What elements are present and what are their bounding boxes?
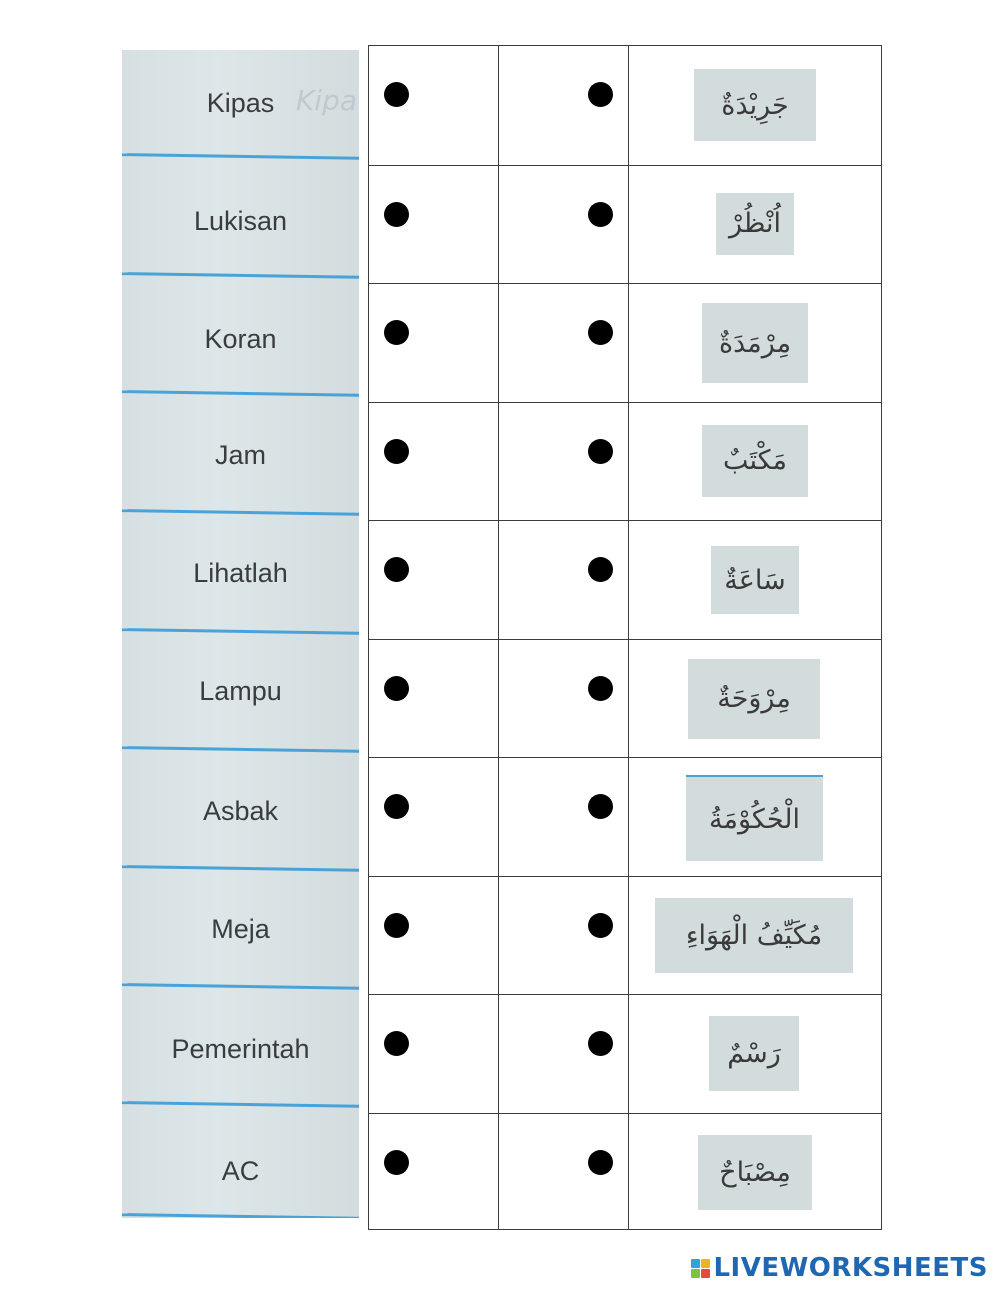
malay-word: Jam <box>214 439 266 470</box>
liveworksheets-logo <box>691 1253 988 1283</box>
word-row <box>122 996 359 1114</box>
table-row <box>369 994 881 1113</box>
table-row <box>369 46 881 165</box>
right-match-dot[interactable] <box>588 1031 613 1056</box>
notebook-strip <box>122 50 359 1218</box>
left-match-dot[interactable] <box>384 1150 409 1175</box>
right-match-dot[interactable] <box>588 794 613 819</box>
table-row <box>369 757 881 876</box>
word-row <box>122 876 359 994</box>
word-row <box>122 402 359 520</box>
left-match-dot[interactable] <box>384 1031 409 1056</box>
word-row <box>122 638 359 756</box>
malay-word: Lihatlah <box>193 557 288 588</box>
table-row <box>369 283 881 402</box>
arabic-word-card: جَرِيْدَةٌ <box>694 69 816 141</box>
word-row <box>122 50 359 168</box>
arabic-word-card: سَاعَةٌ <box>711 546 799 614</box>
left-match-dot[interactable] <box>384 320 409 345</box>
arabic-word-card: مُكَيِّفُ الْهَوَاءِ <box>655 898 853 973</box>
table-row <box>369 639 881 758</box>
logo-mark-icon <box>691 1259 710 1278</box>
left-match-dot[interactable] <box>384 676 409 701</box>
arabic-word-card: اُنْظُرْ <box>716 193 794 255</box>
arabic-word-card: رَسْمٌ <box>709 1016 799 1091</box>
table-row <box>369 876 881 995</box>
table-row <box>369 520 881 639</box>
malay-word: Pemerintah <box>171 1033 310 1064</box>
malay-word: AC <box>221 1155 260 1186</box>
arabic-word-card: مِرْمَدَةٌ <box>702 303 808 383</box>
right-match-dot[interactable] <box>588 202 613 227</box>
word-row <box>122 168 359 286</box>
malay-word: Meja <box>211 913 270 944</box>
matching-table <box>368 45 882 1230</box>
right-match-dot[interactable] <box>588 676 613 701</box>
left-match-dot[interactable] <box>384 82 409 107</box>
table-row <box>369 165 881 284</box>
left-match-dot[interactable] <box>384 439 409 464</box>
arabic-word-card: الْحُكُوْمَةُ <box>686 775 823 861</box>
malay-word: Koran <box>204 323 277 354</box>
table-row <box>369 1113 881 1232</box>
left-match-dot[interactable] <box>384 557 409 582</box>
malay-word: Lampu <box>199 675 282 706</box>
word-row <box>122 520 359 638</box>
logo-text: LIVEWORKSHEETS <box>713 1253 988 1283</box>
left-match-dot[interactable] <box>384 202 409 227</box>
right-match-dot[interactable] <box>588 320 613 345</box>
word-row <box>122 758 359 876</box>
left-match-dot[interactable] <box>384 913 409 938</box>
arabic-word-card: مِصْبَاحٌ <box>698 1135 812 1210</box>
right-match-dot[interactable] <box>588 1150 613 1175</box>
table-row <box>369 402 881 521</box>
right-match-dot[interactable] <box>588 913 613 938</box>
arabic-word-card: مِرْوَحَةٌ <box>688 659 820 739</box>
word-row <box>122 1118 359 1218</box>
right-match-dot[interactable] <box>588 557 613 582</box>
left-match-dot[interactable] <box>384 794 409 819</box>
right-match-dot[interactable] <box>588 439 613 464</box>
word-row <box>122 286 359 404</box>
arabic-word-card: مَكْتَبٌ <box>702 425 808 497</box>
malay-word: Asbak <box>202 795 279 826</box>
right-match-dot[interactable] <box>588 82 613 107</box>
malay-word: Lukisan <box>193 205 288 236</box>
malay-word: Kipas <box>206 87 275 118</box>
handwritten-note: Kipa <box>295 84 357 117</box>
